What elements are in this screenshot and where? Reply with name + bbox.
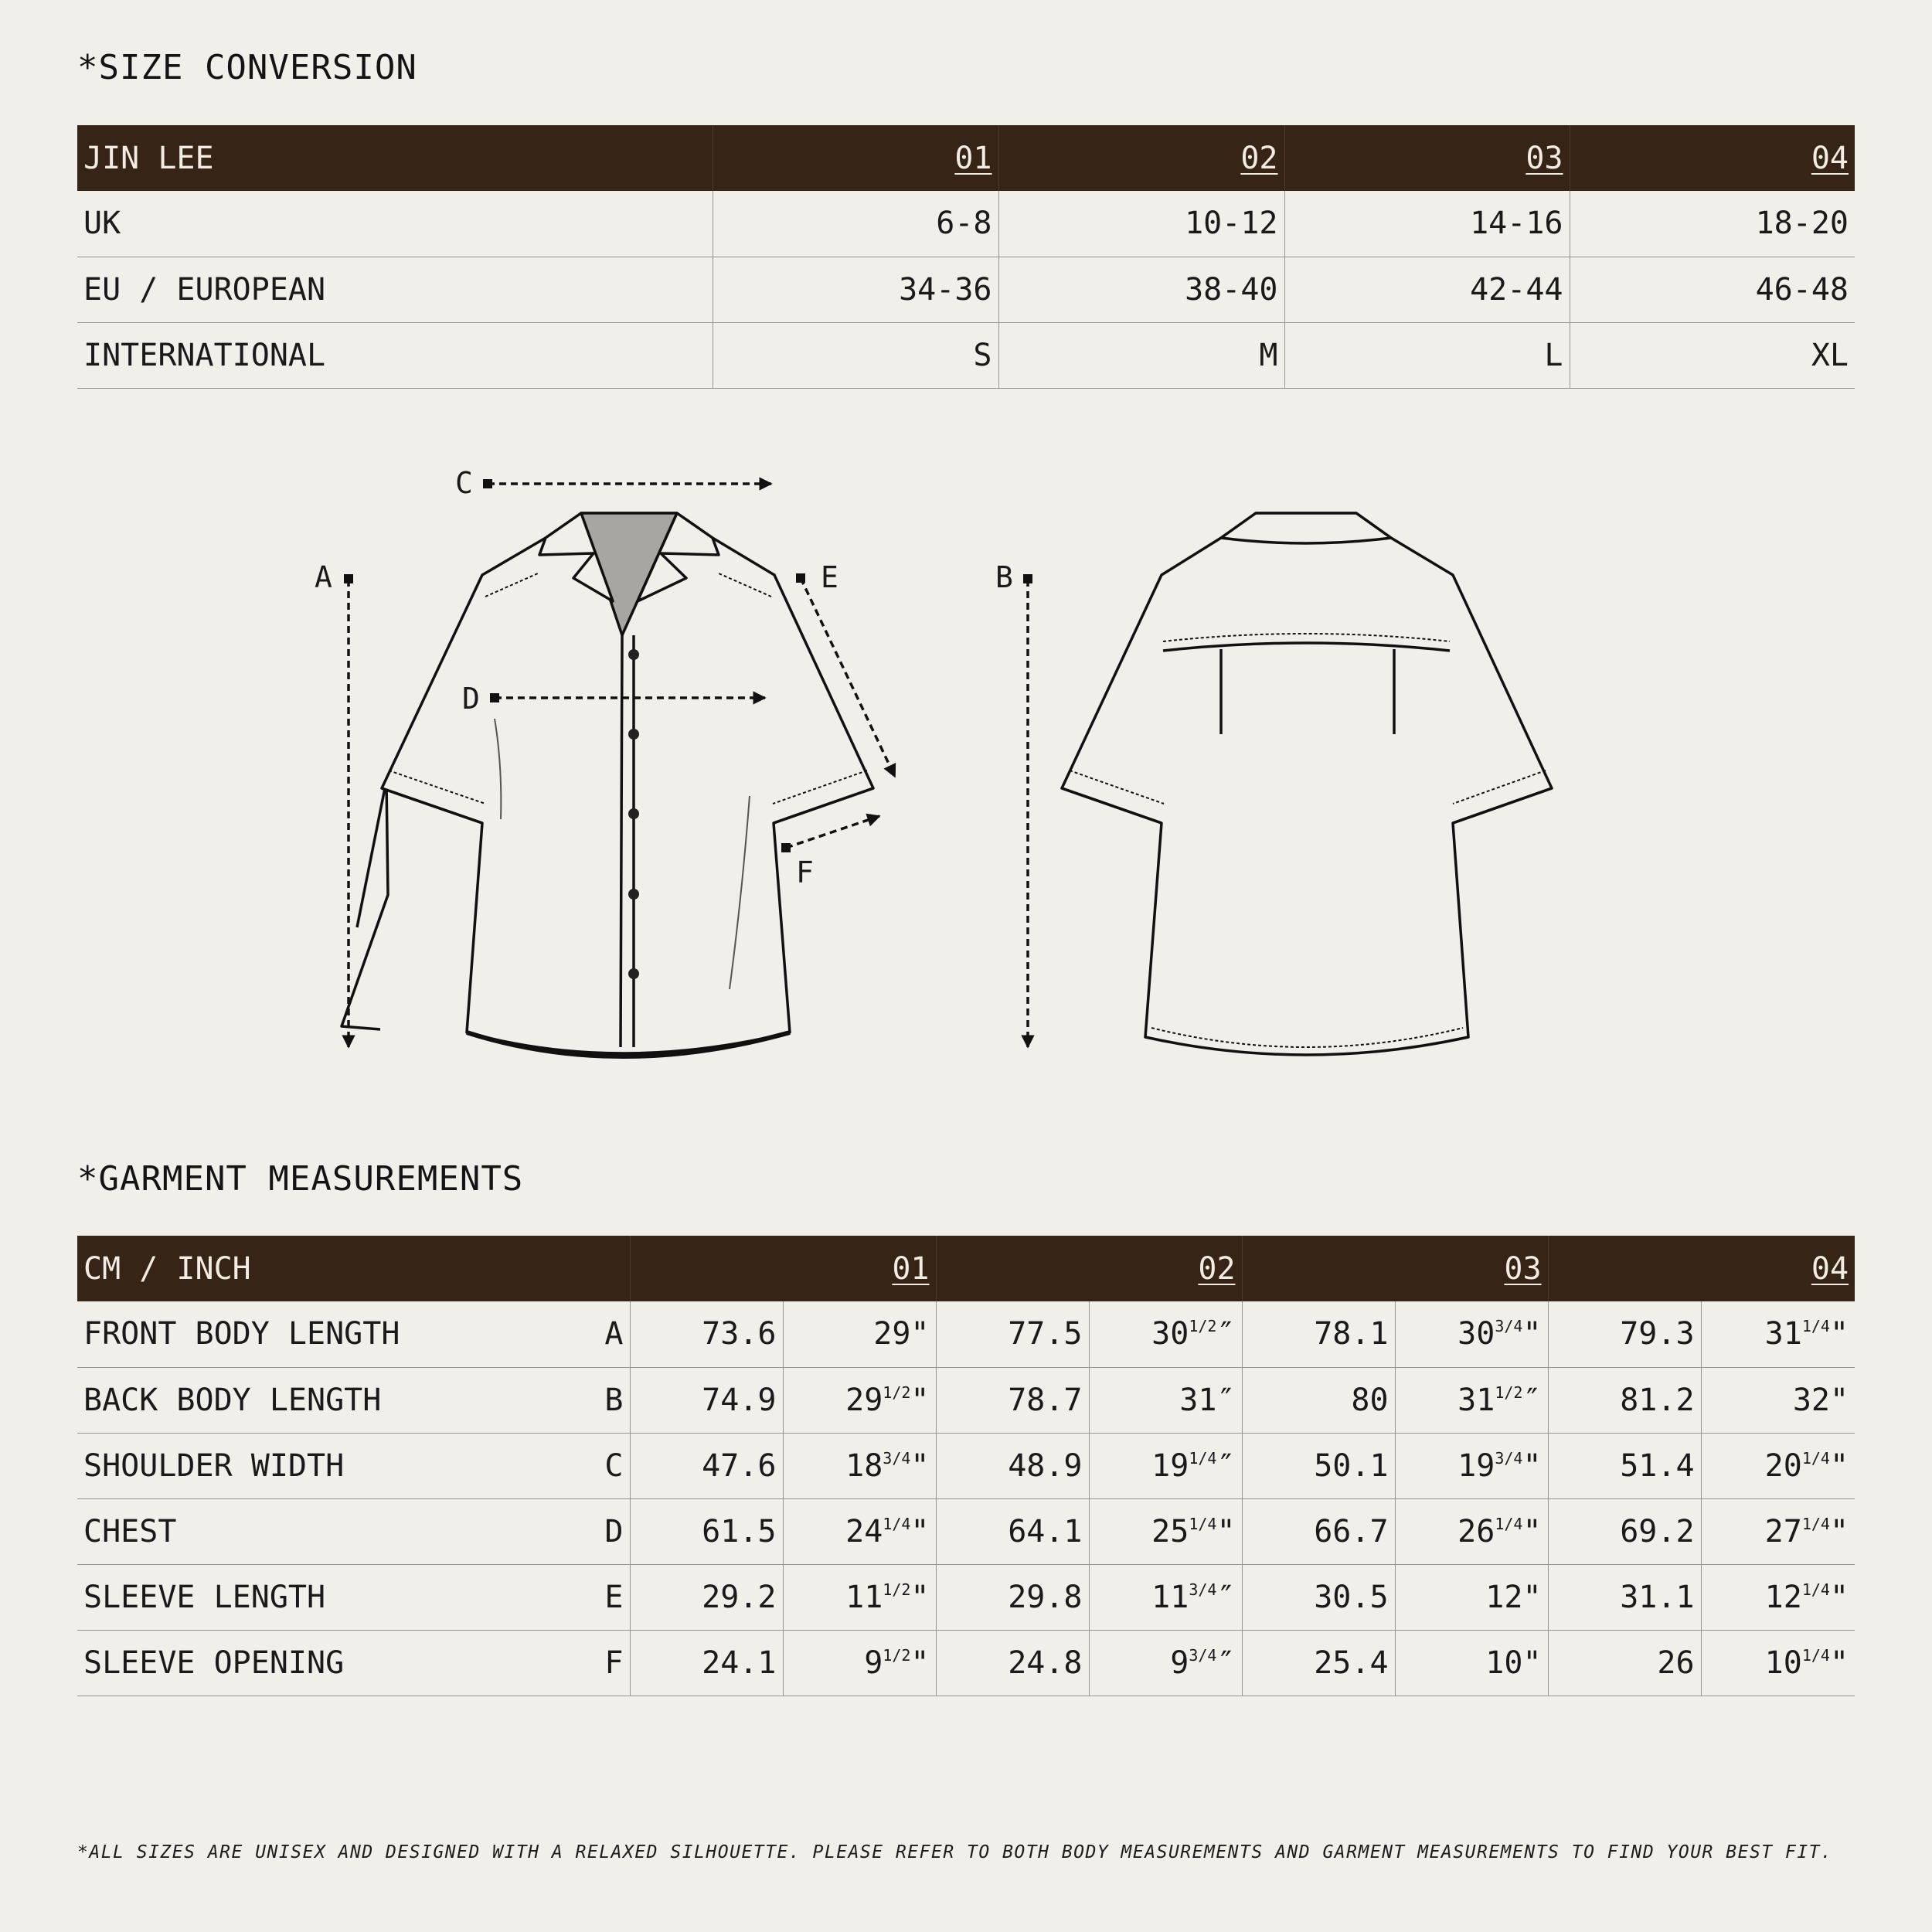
size-value-cell: 42-44 — [1284, 257, 1570, 322]
size-01-link[interactable]: 01 — [954, 140, 992, 176]
value-text: 64.1 — [1008, 1513, 1083, 1549]
value-text: 73.6 — [702, 1316, 777, 1352]
inch-mark: " — [1829, 1579, 1849, 1615]
inch-mark: " — [910, 1645, 930, 1681]
inch-mark: " — [1522, 1447, 1542, 1484]
label-a: A — [315, 560, 332, 594]
inch-mark: ″ — [1522, 1382, 1542, 1418]
measurement-letter: E — [572, 1564, 630, 1630]
inch-value-cell — [783, 1301, 936, 1367]
value-text: 18 — [845, 1447, 883, 1484]
units-header: CM / INCH — [77, 1236, 630, 1301]
cm-value-cell — [1548, 1433, 1701, 1498]
cm-value-cell — [630, 1301, 783, 1367]
value-text: 29 — [845, 1382, 883, 1418]
inch-mark: " — [1829, 1513, 1849, 1549]
fraction-superscript: 1/2 — [883, 1383, 911, 1402]
inch-value-cell — [1089, 1367, 1242, 1433]
measurement-letter: D — [572, 1498, 630, 1564]
value-text: 24.1 — [702, 1645, 777, 1681]
fraction-superscript: 1/4 — [1189, 1514, 1217, 1533]
value-text: 29" — [873, 1316, 930, 1352]
fraction-superscript: 3/4 — [883, 1448, 911, 1468]
fraction-superscript: 1/4 — [1801, 1514, 1830, 1533]
inch-mark: " — [1829, 1645, 1849, 1681]
inch-value-cell — [783, 1630, 936, 1696]
fraction-superscript: 1/4 — [1801, 1580, 1830, 1599]
table-row — [77, 1564, 1855, 1630]
cm-value-cell — [1548, 1498, 1701, 1564]
value-text: 48.9 — [1008, 1447, 1083, 1484]
size-03-link[interactable]: 03 — [1526, 140, 1563, 176]
table-row — [77, 191, 1855, 257]
inch-value-cell — [1395, 1630, 1548, 1696]
label-e: E — [821, 560, 838, 594]
size-value-cell: S — [713, 322, 998, 388]
cm-value-cell — [630, 1564, 783, 1630]
size-02-link[interactable]: 02 — [1198, 1250, 1236, 1287]
back-shirt — [1062, 513, 1552, 1055]
value-text: 80 — [1351, 1382, 1389, 1418]
fraction-superscript: 1/4 — [1801, 1448, 1830, 1468]
fraction-superscript: 1/2 — [883, 1580, 911, 1599]
inch-value-cell — [1089, 1301, 1242, 1367]
size-value-cell: 18-20 — [1570, 191, 1855, 257]
inch-value-cell — [1701, 1564, 1855, 1630]
inch-value-cell — [1089, 1498, 1242, 1564]
cm-value-cell — [630, 1498, 783, 1564]
inch-mark: " — [1522, 1513, 1542, 1549]
cm-value-cell — [630, 1433, 783, 1498]
cm-value-cell — [630, 1630, 783, 1696]
value-text: 30.5 — [1314, 1579, 1389, 1615]
fraction-superscript: 1/2 — [1495, 1383, 1523, 1402]
inch-mark: " — [1829, 1447, 1849, 1484]
row-label: UK — [77, 191, 713, 257]
size-03-link[interactable]: 03 — [1504, 1250, 1542, 1287]
measurement-label: CHEST — [77, 1498, 572, 1564]
value-text: 47.6 — [702, 1447, 777, 1484]
cm-value-cell — [936, 1367, 1089, 1433]
table-row — [77, 1367, 1855, 1433]
inch-value-cell — [1395, 1301, 1548, 1367]
front-shirt — [382, 513, 873, 1056]
cm-value-cell — [1548, 1367, 1701, 1433]
cm-value-cell — [1242, 1433, 1395, 1498]
value-text: 11 — [1151, 1579, 1189, 1615]
cm-value-cell — [1242, 1564, 1395, 1630]
cm-value-cell — [1242, 1367, 1395, 1433]
value-text: 31″ — [1179, 1382, 1236, 1418]
value-text: 29.8 — [1008, 1579, 1083, 1615]
inch-value-cell — [1089, 1564, 1242, 1630]
table-row — [77, 1433, 1855, 1498]
inch-value-cell — [1701, 1433, 1855, 1498]
inch-mark: ″ — [1216, 1316, 1236, 1352]
table-row — [77, 1630, 1855, 1696]
value-text: 78.7 — [1008, 1382, 1083, 1418]
shirt-diagram — [0, 433, 1932, 1097]
cm-value-cell — [936, 1564, 1089, 1630]
row-label: INTERNATIONAL — [77, 322, 713, 388]
inch-mark: " — [1216, 1513, 1236, 1549]
measurement-label: SHOULDER WIDTH — [77, 1433, 572, 1498]
value-text: 81.2 — [1620, 1382, 1695, 1418]
size-02-link[interactable]: 02 — [1240, 140, 1278, 176]
inch-mark: ″ — [1216, 1579, 1236, 1615]
value-text: 31 — [1764, 1316, 1802, 1352]
measurement-letter: C — [572, 1433, 630, 1498]
value-text: 31 — [1458, 1382, 1495, 1418]
garment-measurements-table — [77, 1236, 1855, 1696]
value-text: 11 — [845, 1579, 883, 1615]
measurement-label: SLEEVE OPENING — [77, 1630, 572, 1696]
value-text: 30 — [1151, 1316, 1189, 1352]
row-label: EU / EUROPEAN — [77, 257, 713, 322]
fraction-superscript: 1/2 — [1189, 1317, 1217, 1336]
measurement-label: FRONT BODY LENGTH — [77, 1301, 572, 1367]
table-row — [77, 257, 1855, 322]
value-text: 66.7 — [1314, 1513, 1389, 1549]
inch-value-cell — [783, 1498, 936, 1564]
inch-value-cell — [783, 1564, 936, 1630]
inch-mark: " — [910, 1382, 930, 1418]
cm-value-cell — [1548, 1630, 1701, 1696]
value-text: 32" — [1792, 1382, 1849, 1418]
value-text: 25 — [1151, 1513, 1189, 1549]
cm-value-cell — [1242, 1498, 1395, 1564]
label-c: C — [455, 466, 473, 500]
table-row — [77, 322, 1855, 388]
garment-measurements-title: *GARMENT MEASUREMENTS — [77, 1159, 524, 1199]
inch-mark: " — [910, 1447, 930, 1484]
value-text: 31.1 — [1620, 1579, 1695, 1615]
value-text: 50.1 — [1314, 1447, 1389, 1484]
value-text: 24.8 — [1008, 1645, 1083, 1681]
fraction-superscript: 3/4 — [1495, 1317, 1523, 1336]
value-text: 26 — [1657, 1645, 1695, 1681]
value-text: 51.4 — [1620, 1447, 1695, 1484]
measurement-label: SLEEVE LENGTH — [77, 1564, 572, 1630]
arrow-f — [786, 816, 879, 848]
inch-mark: ″ — [1216, 1447, 1236, 1484]
value-text: 9 — [1170, 1645, 1189, 1681]
value-text: 61.5 — [702, 1513, 777, 1549]
measurement-letter: A — [572, 1301, 630, 1367]
value-text: 25.4 — [1314, 1645, 1389, 1681]
size-value-cell: 14-16 — [1284, 191, 1570, 257]
cm-value-cell — [1242, 1301, 1395, 1367]
brand-header: JIN LEE — [77, 125, 713, 191]
fraction-superscript: 1/4 — [1801, 1317, 1830, 1336]
fraction-superscript: 3/4 — [1495, 1448, 1523, 1468]
value-text: 19 — [1151, 1447, 1189, 1484]
value-text: 9 — [864, 1645, 883, 1681]
footnote: *ALL SIZES ARE UNISEX AND DESIGNED WITH A RELAXED SILHOUETTE. PLEASE REFER TO BOTH BODY MEASUREMENTS AND GARMENT MEASUREMENTS TO FIND YOUR BEST FIT. — [77, 1842, 1833, 1862]
inch-value-cell — [1089, 1433, 1242, 1498]
fraction-superscript: 1/4 — [1801, 1645, 1830, 1665]
value-text: 12 — [1764, 1579, 1802, 1615]
inch-value-cell — [1701, 1367, 1855, 1433]
inch-mark: " — [910, 1579, 930, 1615]
measurements-header-row — [77, 1236, 1855, 1301]
fraction-superscript: 1/4 — [883, 1514, 911, 1533]
value-text: 24 — [845, 1513, 883, 1549]
table-row — [77, 1301, 1855, 1367]
cm-value-cell — [936, 1498, 1089, 1564]
fraction-superscript: 3/4 — [1189, 1580, 1217, 1599]
inch-value-cell — [783, 1367, 936, 1433]
size-conversion-title: *SIZE CONVERSION — [77, 48, 417, 87]
inch-value-cell — [1395, 1564, 1548, 1630]
value-text: 10 — [1764, 1645, 1802, 1681]
fraction-superscript: 1/4 — [1495, 1514, 1523, 1533]
label-f: F — [796, 855, 814, 889]
cm-value-cell — [1242, 1630, 1395, 1696]
measurement-label: BACK BODY LENGTH — [77, 1367, 572, 1433]
inch-mark: " — [910, 1513, 930, 1549]
value-text: 74.9 — [702, 1382, 777, 1418]
size-value-cell: 34-36 — [713, 257, 998, 322]
size-value-cell: M — [998, 322, 1284, 388]
inch-value-cell — [1089, 1630, 1242, 1696]
size-01-link[interactable]: 01 — [892, 1250, 930, 1287]
size-value-cell: 6-8 — [713, 191, 998, 257]
inch-value-cell — [1395, 1367, 1548, 1433]
cm-value-cell — [1548, 1301, 1701, 1367]
inch-value-cell — [1701, 1630, 1855, 1696]
cm-value-cell — [1548, 1564, 1701, 1630]
inch-value-cell — [1395, 1433, 1548, 1498]
value-text: 69.2 — [1620, 1513, 1695, 1549]
fraction-superscript: 1/4 — [1189, 1448, 1217, 1468]
value-text: 20 — [1764, 1447, 1802, 1484]
inch-mark: ″ — [1216, 1645, 1236, 1681]
size-value-cell: XL — [1570, 322, 1855, 388]
size-value-cell: 46-48 — [1570, 257, 1855, 322]
value-text: 78.1 — [1314, 1316, 1389, 1352]
cm-value-cell — [630, 1367, 783, 1433]
value-text: 77.5 — [1008, 1316, 1083, 1352]
size-04-link[interactable]: 04 — [1811, 140, 1849, 176]
size-value-cell: 10-12 — [998, 191, 1284, 257]
fraction-superscript: 3/4 — [1189, 1645, 1217, 1665]
value-text: 19 — [1458, 1447, 1495, 1484]
value-text: 26 — [1458, 1513, 1495, 1549]
cm-value-cell — [936, 1630, 1089, 1696]
size-04-link[interactable]: 04 — [1811, 1250, 1849, 1287]
label-b: B — [995, 560, 1013, 594]
value-text: 12" — [1485, 1579, 1542, 1615]
inch-value-cell — [1395, 1498, 1548, 1564]
inch-value-cell — [783, 1433, 936, 1498]
value-text: 10" — [1485, 1645, 1542, 1681]
value-text: 27 — [1764, 1513, 1802, 1549]
label-d: D — [462, 682, 480, 716]
value-text: 79.3 — [1620, 1316, 1695, 1352]
inch-mark: " — [1829, 1316, 1849, 1352]
value-text: 30 — [1458, 1316, 1495, 1352]
inch-mark: " — [1522, 1316, 1542, 1352]
fraction-superscript: 1/2 — [883, 1645, 911, 1665]
size-value-cell: 38-40 — [998, 257, 1284, 322]
value-text: 29.2 — [702, 1579, 777, 1615]
size-conversion-header-row — [77, 125, 1855, 191]
inch-value-cell — [1701, 1498, 1855, 1564]
cm-value-cell — [936, 1433, 1089, 1498]
measurement-letter: F — [572, 1630, 630, 1696]
size-value-cell: L — [1284, 322, 1570, 388]
inch-value-cell — [1701, 1301, 1855, 1367]
cm-value-cell — [936, 1301, 1089, 1367]
size-conversion-table — [77, 125, 1855, 389]
measurement-letter: B — [572, 1367, 630, 1433]
table-row — [77, 1498, 1855, 1564]
